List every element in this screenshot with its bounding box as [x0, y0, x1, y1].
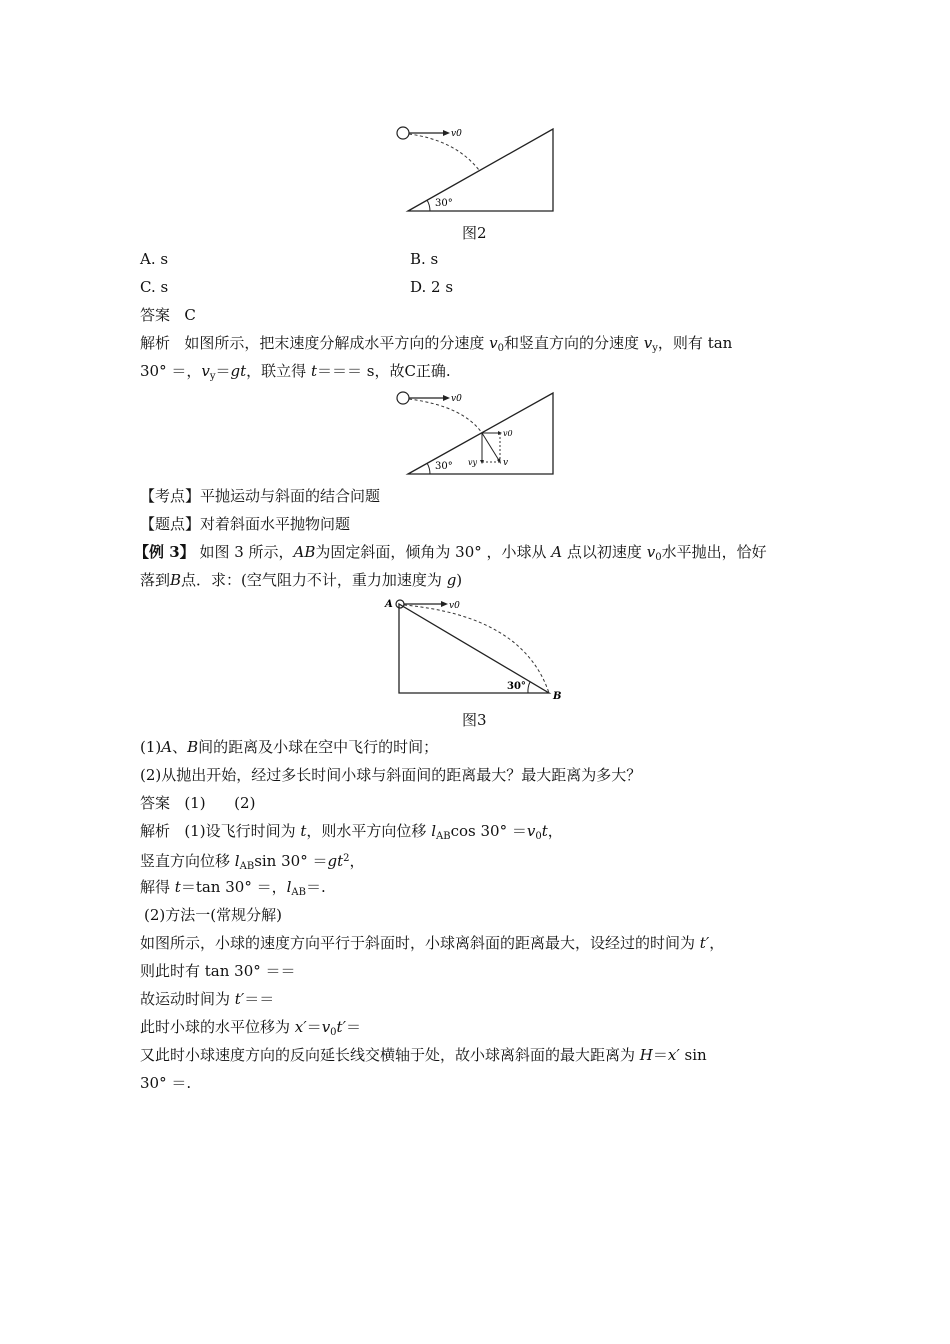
figure-2-caption: 图2	[462, 224, 487, 242]
var-l: l	[234, 852, 240, 870]
var-h: H	[639, 1046, 653, 1064]
option-c: C. s	[140, 278, 169, 296]
var-a: A	[551, 543, 563, 561]
fig-a-angle-label: 30°	[435, 461, 453, 472]
analysis-3-line-2	[140, 849, 365, 877]
answer-1	[140, 305, 196, 325]
var-t-prime: t′	[234, 990, 245, 1008]
text: 点．求：(空气阻力不计，重力加速度为	[181, 571, 442, 589]
text: 此时小球的水平位移为	[140, 1018, 291, 1036]
sub: AB	[239, 861, 255, 872]
var-x-prime: x′	[667, 1046, 680, 1064]
var-v: v	[646, 543, 656, 561]
fig3-angle-label: 30°	[507, 681, 526, 692]
answer-label: 答案	[140, 794, 171, 812]
text: 为固定斜面，倾角为 30° ，小球从	[315, 543, 547, 561]
analysis-label: 解析	[140, 822, 171, 840]
answer-3	[140, 793, 255, 813]
kaodian	[140, 486, 380, 506]
option-d: D. 2 s	[410, 278, 454, 296]
ball-icon	[397, 127, 409, 139]
sub: AB	[291, 887, 306, 898]
fig-a-v0-small: v0	[503, 429, 513, 438]
answer-value: (1) (2)	[184, 794, 256, 812]
var-l: l	[286, 878, 292, 896]
var-t: t	[174, 878, 181, 896]
sup: 2	[343, 853, 350, 864]
var-v: v	[526, 822, 536, 840]
text: (1)设飞行时间为	[184, 822, 296, 840]
text: sin	[679, 1046, 707, 1064]
var-t-prime: t′	[336, 1018, 346, 1036]
analysis-3-line-9	[140, 1045, 707, 1065]
analysis-figure-diagram	[395, 390, 565, 478]
var-a: A	[161, 738, 173, 756]
tidian-label: 【题点】	[140, 515, 201, 533]
kaodian-text: 平抛运动与斜面的结合问题	[200, 487, 381, 505]
analysis-3-line-10: 30° ＝.	[140, 1074, 192, 1092]
var-ab: AB	[293, 543, 316, 561]
analysis-label: 解析	[140, 334, 171, 352]
text: ＝.	[305, 878, 326, 896]
text: ，联立得	[246, 362, 307, 380]
sub: 0	[535, 831, 542, 842]
figure-3-diagram	[383, 596, 568, 702]
text: 又此时小球速度方向的反向延长线交横轴于处，故小球离斜面的最大距离为	[140, 1046, 636, 1064]
fig2-v0-label: v0	[451, 129, 462, 139]
var-l: l	[431, 822, 436, 840]
example-3-line-2	[140, 570, 462, 590]
text: ，	[709, 934, 725, 952]
fig3-v0-label: v0	[449, 601, 460, 611]
text: 如图所示，把末速度分解成水平方向的分速度	[184, 334, 485, 352]
sub: 0	[497, 343, 504, 354]
example-3-line-1	[134, 542, 767, 568]
incline	[399, 604, 549, 693]
sub: 0	[655, 552, 662, 563]
figure-2-diagram	[395, 125, 565, 217]
fig3-b-label: B	[553, 691, 562, 702]
var-x-prime: x′	[294, 1018, 307, 1036]
analysis-1-line-2	[140, 361, 451, 387]
text: ＝＝	[244, 990, 275, 1008]
text: 间的距离及小球在空中飞行的时间；	[198, 738, 439, 756]
text: 落到	[140, 571, 171, 589]
incline	[408, 129, 553, 211]
text: (1)	[140, 738, 162, 756]
analysis-3-line-6: 则此时有 tan 30° ＝＝	[140, 962, 296, 980]
fig-a-vy-label: vy	[468, 458, 478, 467]
var-b: B	[170, 571, 182, 589]
fig3-a-label: A	[385, 599, 393, 610]
fig-a-v-label: v	[503, 458, 509, 468]
text: 点以初速度	[566, 543, 642, 561]
text: )	[456, 571, 463, 589]
text: ＝	[345, 1018, 361, 1036]
text: ，则有 tan	[657, 334, 733, 352]
analysis-3-line-4: (2)方法一(常规分解)	[144, 906, 282, 924]
var-t-prime: t′	[699, 934, 710, 952]
text: ，则水平方向位移	[306, 822, 427, 840]
text: 、	[172, 738, 188, 756]
text: 故运动时间为	[140, 990, 231, 1008]
sub: y	[652, 343, 658, 354]
var-t: t	[300, 822, 307, 840]
var-v: v	[643, 334, 653, 352]
option-b: B. s	[410, 250, 439, 268]
analysis-3-line-5	[140, 933, 724, 953]
text: 竖直方向位移	[140, 852, 231, 870]
example-label: 【例 3】	[134, 543, 195, 561]
var-v: v	[321, 1018, 331, 1036]
text: ，	[547, 822, 563, 840]
kaodian-label: 【考点】	[140, 487, 201, 505]
answer-label: 答案	[140, 306, 171, 324]
incline	[408, 393, 553, 474]
text: cos 30° ＝	[450, 822, 527, 840]
analysis-1-line-1	[140, 333, 732, 359]
question-2: (2)从抛出开始，经过多长时间小球与斜面间的距离最大？最大距离为多大？	[140, 766, 642, 784]
text: 如图所示，小球的速度方向平行于斜面时，小球离斜面的距离最大，设经过的时间为	[140, 934, 696, 952]
text: ＝	[652, 1046, 668, 1064]
var-g: g	[446, 571, 457, 589]
analysis-3-line-7	[140, 989, 274, 1009]
sub: y	[209, 371, 216, 382]
sub: AB	[436, 831, 451, 842]
fig2-angle-label: 30°	[435, 198, 453, 209]
var-t: t	[310, 362, 317, 380]
var-t: t	[541, 822, 548, 840]
fig-a-v0-label: v0	[451, 394, 462, 404]
ball-icon	[397, 392, 409, 404]
text: 30° ＝，	[140, 362, 202, 380]
text: 水平抛出，恰好	[661, 543, 767, 561]
text: sin 30° ＝	[254, 852, 328, 870]
answer-value: C	[184, 306, 196, 324]
var-gt: gt	[230, 362, 247, 380]
var-v: v	[489, 334, 498, 352]
text: ＝	[215, 362, 231, 380]
text: ＝	[306, 1018, 322, 1036]
text: 解得	[140, 878, 171, 896]
tidian-text: 对着斜面水平抛物问题	[200, 515, 351, 533]
text: 和竖直方向的分速度	[503, 334, 639, 352]
option-a: A. s	[140, 250, 169, 268]
analysis-3-line-8	[140, 1017, 361, 1043]
question-1	[140, 737, 438, 757]
tidian	[140, 514, 350, 534]
text: ，	[349, 852, 365, 870]
analysis-3-line-1	[140, 821, 563, 847]
sub: 0	[330, 1027, 337, 1038]
var-b: B	[187, 738, 199, 756]
analysis-3-line-3	[140, 877, 326, 903]
var-gt: gt	[327, 852, 344, 870]
text: 如图 3 所示，	[194, 543, 294, 561]
var-v: v	[201, 362, 210, 380]
figure-3-caption: 图3	[462, 711, 487, 729]
text: ＝＝＝ s，故C正确.	[316, 362, 451, 380]
text: ＝tan 30° ＝，	[180, 878, 287, 896]
